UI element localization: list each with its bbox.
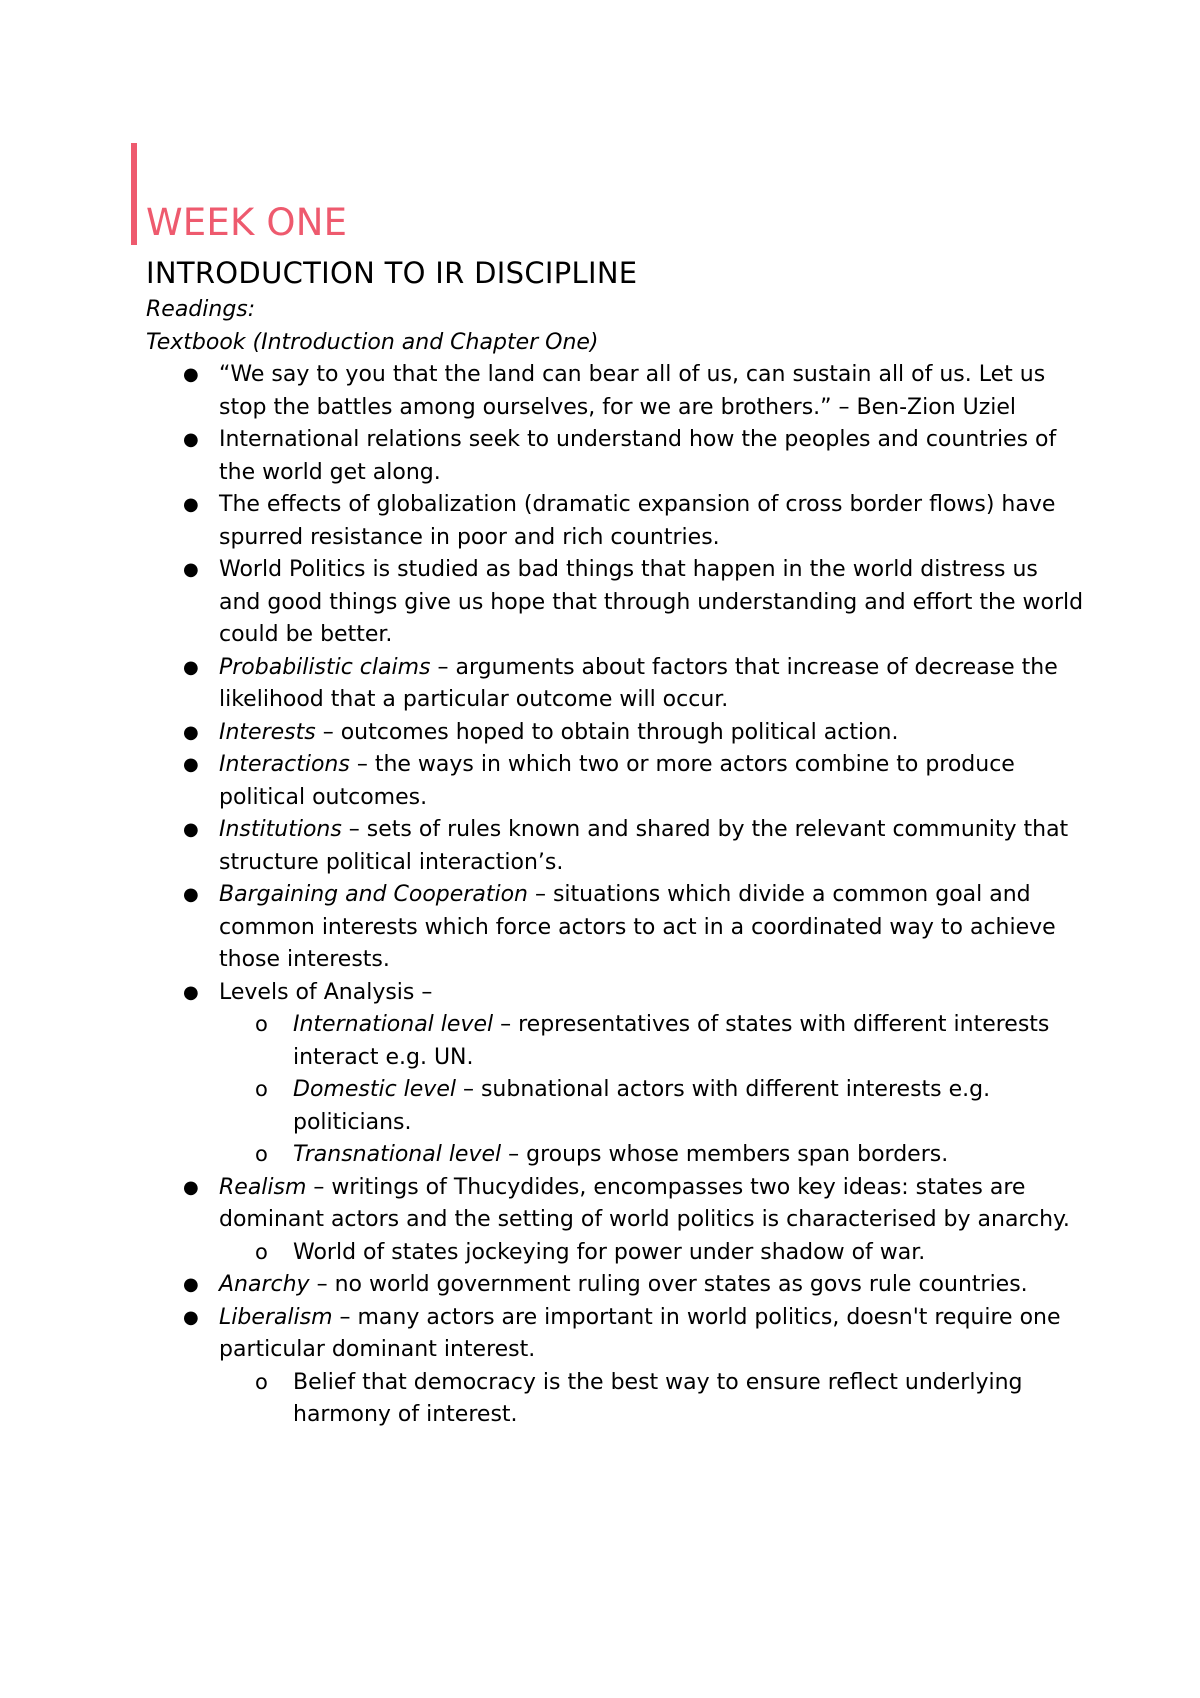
item-text: “We say to you that the land can bear all of us, can sustain all of us. Let us stop the battles among ourselves, for we are brothers.” – Ben-Zion Uziel [219,362,1046,420]
item-term: International level [293,1012,494,1037]
item-text: – many actors are important in world politics, doesn't require one particular dominant interest. [219,1304,1061,1362]
item-term: Interactions [219,752,350,777]
sub-list-item [146,1367,1086,1432]
item-text: – arguments about factors that increase of decrease the likelihood that a particular outcome will occur. [219,654,1058,712]
bullet-dot-icon: ● [183,494,199,515]
item-term: Anarchy [219,1272,310,1297]
sub-list-item [146,1009,1086,1074]
bullet-dot-icon: ● [183,1274,199,1295]
item-text: – sets of rules known and shared by the relevant community that structure political interaction’s. [219,817,1069,875]
bullet-circle-icon: o [255,1369,268,1394]
list-item [146,814,1086,879]
item-text: – the ways in which two or more actors combine to produce political outcomes. [219,752,1015,810]
item-text: The effects of globalization (dramatic expansion of cross border flows) have spurred resistance in poor and rich countries. [219,492,1056,550]
list-item [146,1269,1086,1302]
bullet-dot-icon: ● [183,981,199,1003]
bullet-dot-icon: ● [183,364,199,385]
item-term: Domestic level [293,1077,456,1102]
readings-text: Textbook (Introduction and Chapter One) [146,329,599,355]
bullet-circle-icon: o [255,1239,268,1264]
bullet-circle-icon: o [255,1012,268,1036]
bullet-dot-icon: ● [183,754,199,775]
item-term: Probabilistic claims [219,654,431,680]
item-text: – groups whose members span borders. [501,1142,949,1167]
readings-block [146,294,599,359]
list-item [146,359,1086,424]
readings-label: Readings: [146,297,256,322]
list-item [146,1172,1086,1237]
item-term: Liberalism [219,1304,333,1330]
bullet-dot-icon: ● [183,721,199,743]
bullet-dot-icon: ● [183,1306,199,1328]
bullet-dot-icon: ● [183,884,199,905]
list-item [146,489,1086,554]
bullet-dot-icon: ● [183,1176,199,1198]
list-item [146,977,1086,1010]
item-text: – outcomes hoped to obtain through political action. [315,719,899,745]
item-term: Institutions [219,817,342,842]
list-item [146,879,1086,977]
item-text: International relations seek to understand how the peoples and countries of the world get along. [219,427,1057,485]
list-item [146,554,1086,652]
item-text: – subnational actors with different interests e.g. politicians. [293,1077,991,1135]
bullet-dot-icon: ● [183,559,199,580]
item-term: Realism [219,1174,307,1200]
notes-list [146,359,1086,1432]
list-item [146,717,1086,750]
week-title: WEEK ONE [146,201,348,244]
item-text: – no world government ruling over states as govs rule countries. [309,1272,1028,1297]
item-text: – representatives of states with different interests interact e.g. UN. [293,1012,1050,1070]
list-item [146,749,1086,814]
item-term: Transnational level [293,1142,502,1167]
sub-list-item [146,1074,1086,1139]
item-text: – situations which divide a common goal and common interests which force actors to act in a coordinated way to achieve those interests. [219,882,1056,972]
bullet-dot-icon: ● [183,429,199,450]
item-term: Bargaining and Cooperation [219,882,528,907]
bullet-circle-icon: o [255,1142,268,1166]
list-item [146,424,1086,489]
sub-list-item [146,1139,1086,1172]
item-text: World Politics is studied as bad things that happen in the world distress us and good things give us hope that through understanding and effort the world could be better. [219,557,1084,647]
bullet-dot-icon: ● [183,819,199,840]
heading-accent-bar [131,143,137,245]
item-text: Belief that democracy is the best way to ensure reflect underlying harmony of interest. [293,1369,1023,1427]
item-term: Interests [219,719,316,745]
item-text: – writings of Thucydides, encompasses two key ideas: states are dominant actors and the setting of world politics is characterised by anarchy. [219,1174,1070,1232]
list-item [146,1302,1086,1367]
section-title: INTRODUCTION TO IR DISCIPLINE [146,256,638,290]
list-item [146,652,1086,717]
item-text: World of states jockeying for power under shadow of war. [293,1239,926,1265]
sub-list-item [146,1237,1086,1270]
bullet-dot-icon: ● [183,656,199,678]
bullet-circle-icon: o [255,1077,268,1101]
item-text: Levels of Analysis – [219,979,433,1005]
